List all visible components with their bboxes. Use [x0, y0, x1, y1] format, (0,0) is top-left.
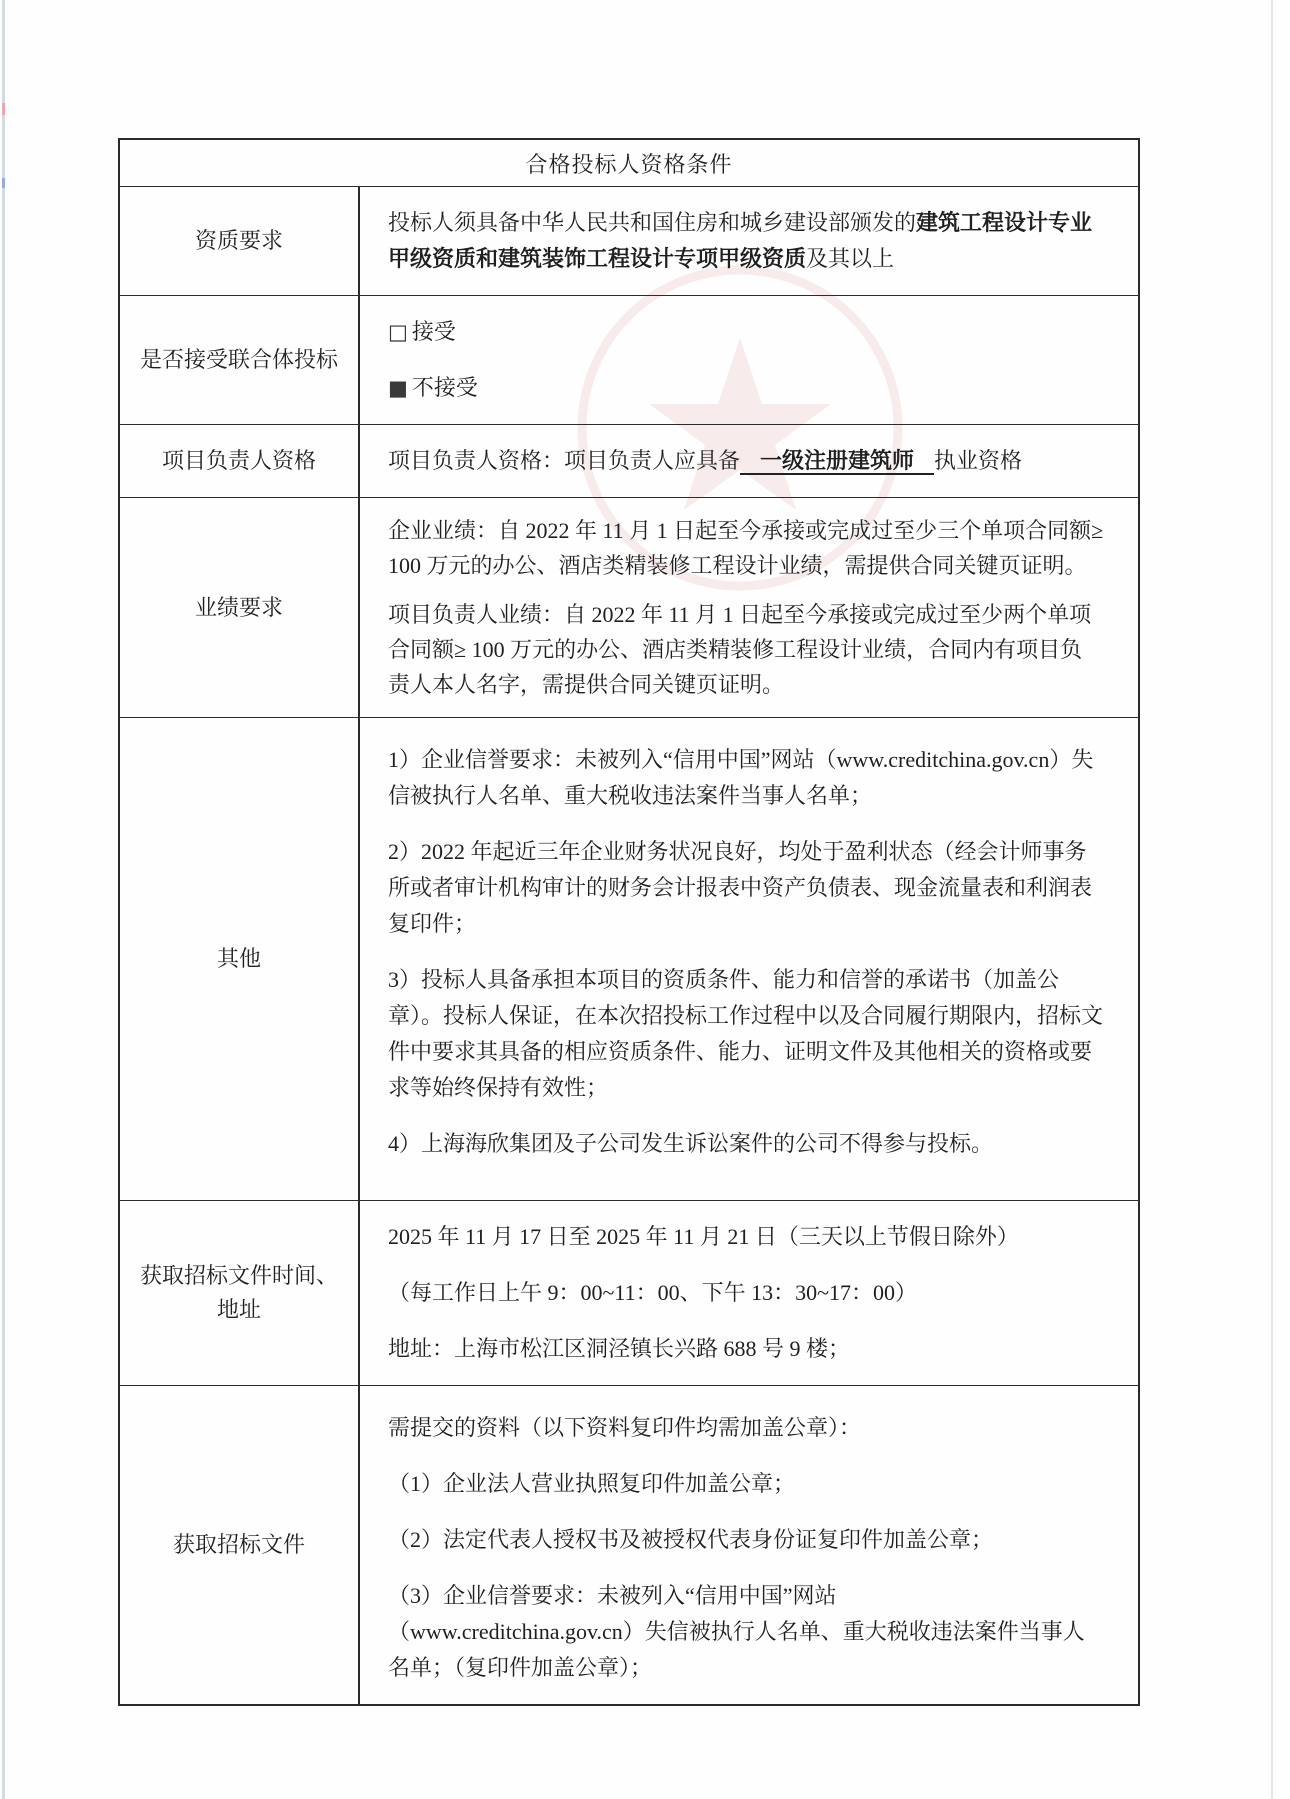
table-row	[120, 717, 1138, 1200]
row-content-cell	[360, 498, 1138, 717]
document-pickup-dates: 2025 年 11 月 17 日至 2025 年 11 月 21 日（三天以上节假日除外）	[388, 1224, 1019, 1249]
required-material-3-line2: （www.creditchina.gov.cn）失信被执行人名单、重大税收违法案件当事人名单；（复印件加盖公章）；	[388, 1619, 1085, 1680]
row-label: 其他	[216, 946, 261, 971]
table-row	[120, 1385, 1138, 1704]
page-edge-artifact-right	[1271, 0, 1273, 1799]
row-content-cell	[360, 425, 1138, 497]
row-label: 获取招标文件时间、地址	[139, 1263, 338, 1322]
table-row	[120, 497, 1138, 717]
text-regular: 及其以上	[806, 246, 895, 271]
required-material-3-line1: （3）企业信誉要求：未被列入“信用中国”网站	[388, 1583, 837, 1608]
table-row	[120, 1200, 1138, 1385]
row-content-cell	[360, 1386, 1138, 1704]
other-item-3: 3）投标人具备承担本项目的资质条件、能力和信誉的承诺书（加盖公章）。投标人保证，在本次招投标工作过程中以及合同履行期限内，招标文件中要求其具备的相应资质条件、能力、证明文件及其他相关的资格或要求等始终保持有效性；	[388, 967, 1104, 1100]
scan-mark-blue	[2, 178, 5, 188]
checkbox-unchecked-icon: □	[388, 320, 408, 344]
row-label-cell	[120, 498, 360, 717]
row-label-cell	[120, 187, 360, 295]
page-edge-artifact-left	[2, 0, 5, 1799]
text-regular: 执业资格	[934, 448, 1023, 473]
consortium-option-reject	[388, 370, 1104, 406]
row-label-cell	[120, 296, 360, 424]
text-bold: 建筑工程设计专业甲级资质和建筑装饰工程设计专项甲级资质	[388, 210, 1093, 271]
row-label: 业绩要求	[194, 594, 283, 620]
required-materials-intro: 需提交的资料（以下资料复印件均需加盖公章）：	[388, 1415, 862, 1440]
qualification-table	[118, 138, 1140, 1706]
other-item-4: 4）上海海欣集团及子公司发生诉讼案件的公司不得参与投标。	[388, 1131, 994, 1156]
required-material-3	[388, 1578, 1104, 1686]
row-label: 资质要求	[194, 228, 283, 253]
table-row	[120, 295, 1138, 424]
row-label: 项目负责人资格	[161, 448, 316, 473]
text-underlined-bold: 一级注册建筑师	[740, 448, 934, 475]
project-leader-qualification-text	[388, 443, 1104, 479]
table-row	[120, 424, 1138, 497]
scan-mark-pink	[2, 103, 5, 115]
text-regular: 项目负责人资格：项目负责人应具备	[388, 448, 741, 473]
required-material-1: （1）企业法人营业执照复印件加盖公章；	[388, 1471, 796, 1496]
row-content-cell	[360, 1201, 1138, 1385]
row-label-cell	[120, 718, 360, 1200]
checkbox-checked-icon: ■	[388, 376, 408, 400]
other-item-1: 1）企业信誉要求：未被列入“信用中国”网站（www.creditchina.gov.cn）失信被执行人名单、重大税收违法案件当事人名单；	[388, 747, 1094, 808]
row-content-cell	[360, 718, 1138, 1200]
document-pickup-hours: （每工作日上午 9：00~11：00、下午 13：30~17：00）	[388, 1280, 917, 1305]
other-item-2: 2）2022 年起近三年企业财务状况良好，均处于盈利状态（经会计师事务所或者审计机构审计的财务会计报表中资产负债表、现金流量表和利润表复印件；	[388, 839, 1093, 936]
qualification-requirement-text	[388, 205, 1104, 277]
option-label: 接受	[411, 319, 456, 344]
text-regular: 投标人须具备中华人民共和国住房和城乡建设部颁发的	[388, 210, 917, 235]
row-label-cell	[120, 1386, 360, 1704]
table-row	[120, 186, 1138, 295]
required-material-2: （2）法定代表人授权书及被授权代表身份证复印件加盖公章；	[388, 1527, 994, 1552]
row-label: 获取招标文件	[172, 1532, 305, 1557]
table-title: 合格投标人资格条件	[525, 151, 733, 177]
row-label: 是否接受联合体投标	[139, 347, 338, 372]
leader-performance-text: 项目负责人业绩：自 2022 年 11 月 1 日起至今承接或完成过至少两个单项合同额≥ 100 万元的办公、酒店类精装修工程设计业绩，合同内有项目负责人本人名字，需提供合同关键页证明。	[388, 602, 1092, 697]
row-label-cell	[120, 425, 360, 497]
option-label: 不接受	[411, 375, 478, 400]
consortium-option-accept	[388, 314, 1104, 350]
row-label-cell	[120, 1201, 360, 1385]
row-content-cell	[360, 187, 1138, 295]
company-performance-text: 企业业绩：自 2022 年 11 月 1 日起至今承接或完成过至少三个单项合同额≥ 100 万元的办公、酒店类精装修工程设计业绩，需提供合同关键页证明。	[388, 518, 1104, 578]
document-pickup-address: 地址：上海市松江区洞泾镇长兴路 688 号 9 楼；	[388, 1336, 851, 1361]
table-header-row	[120, 140, 1138, 186]
row-content-cell	[360, 296, 1138, 424]
